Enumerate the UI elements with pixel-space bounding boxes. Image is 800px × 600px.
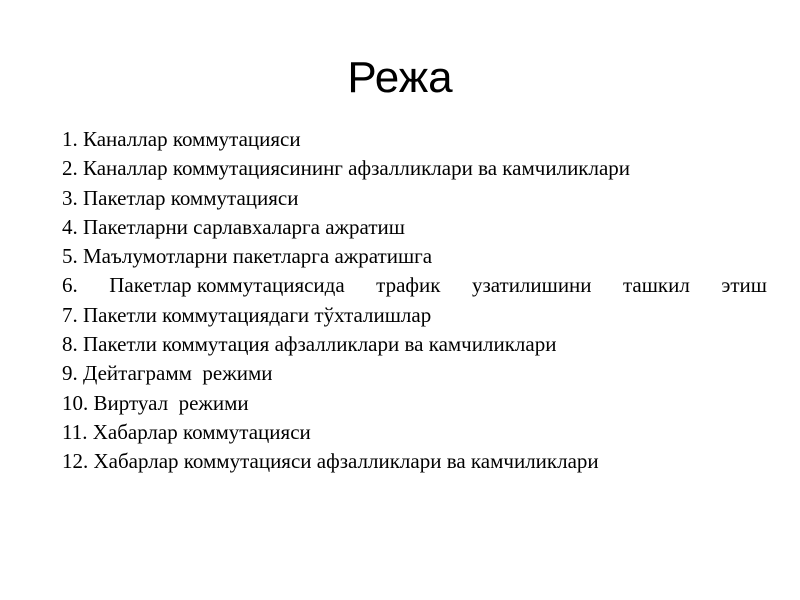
- list-item: 3. Пакетлар коммутацияси: [62, 185, 299, 210]
- list-item: 11. Хабарлар коммутацияси: [62, 419, 311, 444]
- list-item: 10. Виртуал режими: [62, 390, 249, 415]
- list-item-word: 6.: [62, 273, 78, 298]
- list-item-word: этиш: [721, 273, 767, 298]
- list-item: 5. Маълумотларни пакетларга ажратишга: [62, 244, 433, 269]
- list-item: 7. Пакетли коммутациядаги тўхталишлар: [62, 302, 432, 327]
- list-item: 9. Дейтаграмм режими: [62, 361, 273, 386]
- list-item-word: Пакетлар коммутациясида: [109, 273, 345, 298]
- list-item-word: узатилишини: [471, 273, 592, 298]
- list-item-justified: [62, 271, 767, 300]
- list-item: 8. Пакетли коммутация афзалликлари ва камчиликлари: [62, 332, 557, 357]
- list-item: 12. Хабарлар коммутацияси афзалликлари ва камчиликлари: [62, 449, 599, 474]
- list-item: 2. Каналлар коммутациясининг афзалликлари ва камчиликлари: [62, 156, 631, 181]
- agenda-list: [62, 125, 767, 477]
- list-item-word: трафик: [376, 273, 441, 298]
- slide-title: Режа: [347, 53, 453, 102]
- list-item: 1. Каналлар коммутацияси: [62, 127, 301, 151]
- list-item: 4. Пакетларни сарлавхаларга ажратиш: [62, 214, 405, 239]
- list-item-word: ташкил: [623, 273, 690, 298]
